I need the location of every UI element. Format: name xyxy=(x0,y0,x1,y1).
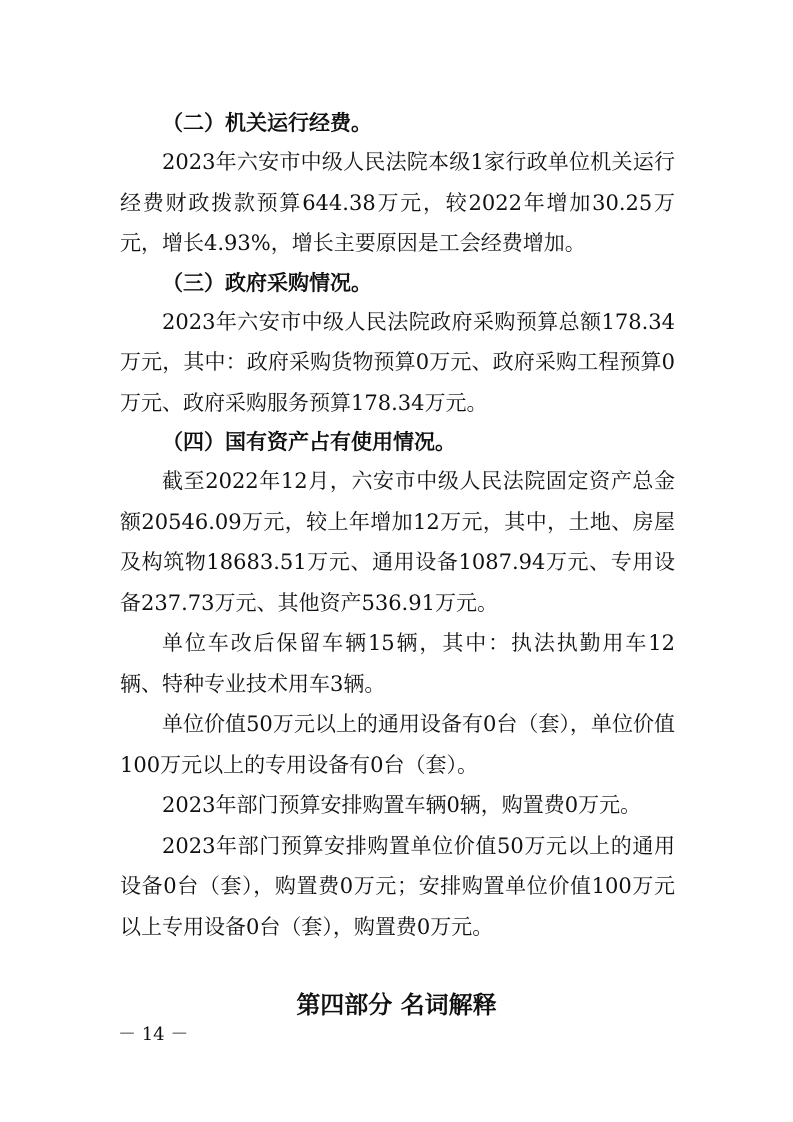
paragraph: 2023年部门预算安排购置单位价值50万元以上的通用设备0台（套），购置费0万元；安排购置单位价值100万元以上专用设备0台（套），购置费0万元。 xyxy=(120,833,675,939)
part-title: 第四部分 名词解释 xyxy=(296,991,497,1019)
paragraph: 单位车改后保留车辆15辆，其中：执法执勤用车12辆、特种专业技术用车3辆。 xyxy=(120,631,675,696)
paragraph: 2023年六安市中级人民法院政府采购预算总额178.34万元，其中：政府采购货物预算0万元、政府采购工程预算0万元、政府采购服务预算178.34万元。 xyxy=(120,309,675,415)
paragraph: 2023年部门预算安排购置车辆0辆，购置费0万元。 xyxy=(162,793,642,817)
section-state-assets xyxy=(120,423,675,947)
section-heading: （四）国有资产占有使用情况。 xyxy=(162,429,456,454)
section-operating-expenses xyxy=(120,104,675,264)
paragraph: 单位价值50万元以上的通用设备有0台（套），单位价值100万元以上的专用设备有0台（套）。 xyxy=(120,712,675,777)
section-government-procurement xyxy=(120,264,675,424)
section-heading: （二）机关运行经费。 xyxy=(162,110,372,135)
document-body xyxy=(120,104,675,947)
section-heading: （三）政府采购情况。 xyxy=(162,269,372,295)
paragraph: 2023年六安市中级人民法院本级1家行政单位机关运行经费财政拨款预算644.38万元，较2022年增加30.25万元，增长4.93%，增长主要原因是工会经费增加。 xyxy=(120,150,675,255)
page-number: － 14 － xyxy=(118,1024,189,1045)
paragraph: 截至2022年12月，六安市中级人民法院固定资产总金额20546.09万元，较上年增加12万元，其中，土地、房屋及构筑物18683.51万元、通用设备1087.94万元、专用设备237.73万元、其他资产536.91万元。 xyxy=(120,469,675,615)
